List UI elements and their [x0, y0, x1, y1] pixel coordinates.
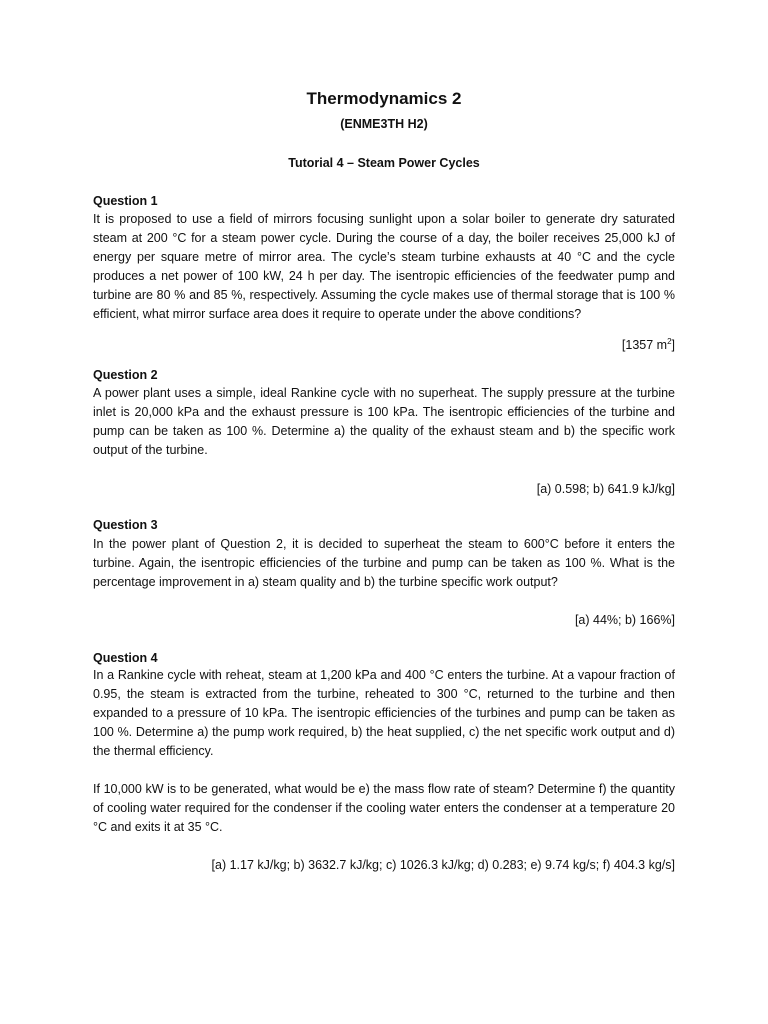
question-1-answer-value: [1357 m: [621, 338, 668, 352]
question-2-answer: [a) 0.598; b) 641.9 kJ/kg]: [536, 482, 675, 496]
question-1-answer-close: ]: [671, 338, 675, 352]
question-1-answer-exponent: 2: [667, 336, 672, 346]
question-4-text-part-2: If 10,000 kW is to be generated, what would be e) the mass flow rate of steam? Determine f) the quantity of cooling water required for the condenser if the cooling water enters the condenser at a temperature 20 °C and exits it at 35 °C.: [93, 782, 675, 834]
question-1-heading: Question 1: [93, 194, 158, 208]
document-title: Thermodynamics 2: [306, 89, 462, 108]
question-2-heading: Question 2: [93, 368, 158, 382]
question-3-text: In the power plant of Question 2, it is decided to superheat the steam to 600°C before it enters the turbine. Again, the isentropic efficiencies of the turbine and pump can be taken as 100 %. What is the percentage improvement in a) steam quality and b) the turbine specific work output?: [93, 537, 675, 589]
question-4-answer: [a) 1.17 kJ/kg; b) 3632.7 kJ/kg; c) 1026.3 kJ/kg; d) 0.283; e) 9.74 kg/s; f) 404.3 kg/s]: [211, 858, 675, 872]
question-3-heading: Question 3: [93, 518, 158, 532]
course-code: (ENME3TH H2): [340, 117, 428, 131]
question-1-text: It is proposed to use a field of mirrors focusing sunlight upon a solar boiler to generate dry saturated steam at 200 °C for a steam power cycle. During the course of a day, the boiler receives 25,000 kJ of energy per square metre of mirror area. The cycle’s steam turbine exhausts at 40 °C and the cycle produces a net power of 100 kW, 24 h per day. The isentropic efficiencies of the feedwater pump and turbine are 80 % and 85 %, respectively. Assuming the cycle makes use of thermal storage that is 100 % efficient, what mirror surface area does it require to operate under the above conditions?: [93, 212, 675, 321]
question-1-answer: [622, 337, 675, 353]
tutorial-title: Tutorial 4 – Steam Power Cycles: [288, 156, 480, 170]
question-4-heading: Question 4: [93, 651, 158, 665]
question-2-text: A power plant uses a simple, ideal Rankine cycle with no superheat. The supply pressure at the turbine inlet is 20,000 kPa and the exhaust pressure is 100 kPa. The isentropic efficiencies of the turbine and pump can be taken as 100 %. Determine a) the quality of the exhaust steam and b) the specific work output of the turbine.: [93, 386, 675, 457]
question-3-answer: [a) 44%; b) 166%]: [574, 613, 675, 627]
question-4-text-part-1: In a Rankine cycle with reheat, steam at 1,200 kPa and 400 °C enters the turbine. At a vapour fraction of 0.95, the steam is extracted from the turbine, reheated to 300 °C, returned to the turbine and then expanded to a pressure of 10 kPa. The isentropic efficiencies of the turbines and pump can be taken as 100 %. Determine a) the pump work required, b) the heat supplied, c) the net specific work output and d) the thermal efficiency.: [93, 668, 675, 758]
